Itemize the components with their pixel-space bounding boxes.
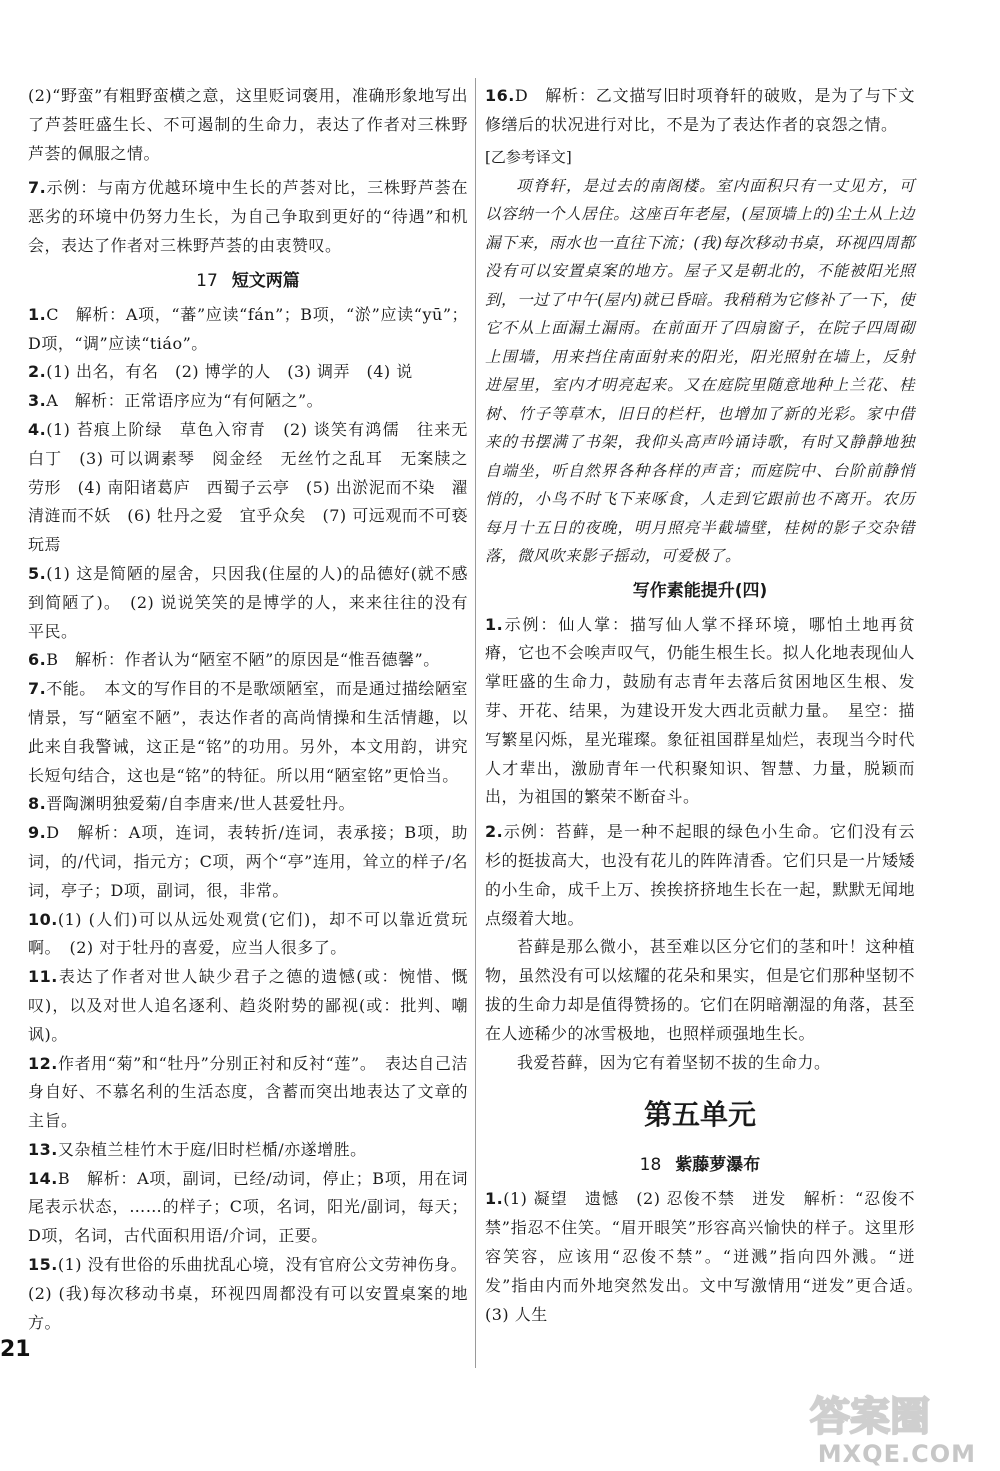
answer-item — [485, 611, 915, 813]
answer-item — [485, 82, 915, 140]
item-text: B 解析：A项，副词，已经/动词，停止；B项，用在词尾表示状态，……的样子；C项，名词，阳光/副词，每天；D项，名词，古代面积用语/介词，正要。 — [28, 1168, 468, 1246]
answer-item — [28, 387, 468, 416]
reference-translation — [485, 172, 915, 571]
item-number: 2. — [485, 822, 504, 842]
lesson-number: 18 — [639, 1155, 662, 1176]
item-text: A 解析：正常语序应为“有何陋之”。 — [46, 391, 324, 411]
answer-text: (2)“野蛮”有粗野蛮横之意，这里贬词褒用，准确形象地写出了芦荟旺盛生长、不可遏制的生命力，表达了作者对三株野芦荟的佩服之情。 — [28, 86, 468, 163]
item-text: 晋陶渊明独爱菊/自李唐来/世人甚爱牡丹。 — [46, 794, 356, 814]
item-text: C 解析：A项，“蕃”应读“fán”；B项，“淤”应读“yū”；D项，“调”应读“tiáo”。 — [28, 304, 468, 353]
item-number: 7. — [28, 679, 47, 699]
item-text: (1) 这是简陋的屋舍，只因我(住屋的人)的品德好(就不感到简陋了)。 (2) 说说笑笑的是博学的人，来来往往的没有平民。 — [28, 563, 468, 641]
item-text: 示例：仙人掌：描写仙人掌不择环境，哪怕土地再贫瘠，它也不会唉声叹气，仍能生根生长。拟人化地表现仙人掌旺盛的生命力，鼓励有志青年去落后贫困地区生根、发芽、开花、结果，为建设开发大西北贡献力量。 星空：描写繁星闪烁，星光璀璨。象征祖国群星灿烂，表现当今时代人才辈出，激励青年一代积聚知识、智慧、力量，脱颖而出，为祖国的繁荣不断奋斗。 — [485, 614, 915, 807]
answer-item — [28, 1165, 468, 1251]
item-number: 8. — [28, 794, 47, 814]
item-text: D 解析：乙文描写旧时项脊轩的破败，是为了与下文修缮后的状况进行对比，不是为了表达作者的哀怨之情。 — [485, 86, 915, 134]
item-number: 1. — [485, 614, 504, 634]
lesson-title: 紫藤萝瀑布 — [675, 1155, 761, 1176]
item-text: B 解析：作者认为“陋室不陋”的原因是“惟吾德馨”。 — [46, 650, 440, 670]
answer-text: (2) (我)每次移动书桌，环视四周都没有可以安置桌案的地方。 — [28, 1283, 468, 1332]
item-number: 15. — [28, 1255, 58, 1275]
answer-item — [28, 1251, 468, 1280]
svg-text:答案圈: 答案圈 — [810, 1394, 930, 1440]
section-heading-18 — [485, 1145, 915, 1185]
item-number: 14. — [28, 1168, 58, 1188]
unit-title: 第五单元 — [643, 1098, 756, 1132]
answer-item — [28, 906, 468, 964]
item-number: 6. — [28, 650, 47, 670]
section-heading-17 — [28, 261, 468, 301]
lesson-title: 短文两篇 — [231, 270, 300, 291]
answer-item — [28, 790, 468, 819]
item-text: 表达了作者对世人缺少君子之德的遗憾(或：惋惜、慨叹)，以及对世人追名逐利、趋炎附势的鄙视(或：批判、嘲讽)。 — [28, 967, 468, 1044]
item-number: 9. — [28, 823, 47, 843]
answer-item — [28, 560, 468, 646]
right-column — [485, 82, 932, 1329]
item-number: 1. — [28, 304, 47, 324]
column-divider — [475, 78, 476, 1368]
item-text: 不能。 本文的写作目的不是歌颂陋室，而是通过描绘陋室情景，写“陋室不陋”，表达作者的高尚情操和生活情趣，以此来自我警诫，这正是“铭”的功用。另外，本文用韵，讲究长短句结合，这也是“铭”的特征。所以用“陋室铭”更恰当。 — [28, 679, 468, 785]
page-number: 21 — [0, 1337, 31, 1362]
item-number: 3. — [28, 391, 47, 411]
item-number: 1. — [485, 1189, 504, 1209]
answer-item — [28, 301, 468, 359]
item-text: 示例：苔藓，是一种不起眼的绿色小生命。它们没有云杉的挺拔高大，也没有花儿的阵阵清香。它们只是一片矮矮的小生命，成千上万、挨挨挤挤地生长在一起，默默无闻地点缀着大地。 — [485, 822, 915, 928]
item-text: 作者用“菊”和“牡丹”分别正衬和反衬“莲”。 表达自己洁身自好、不慕名利的生活态度，含蓄而突出地表达了文章的主旨。 — [28, 1053, 468, 1131]
watermark-url: MXQE.COM — [817, 1440, 976, 1468]
answer-item — [28, 416, 468, 560]
item-text: (1) (人们)可以从远处观赏(它们)，却不可以靠近赏玩啊。 (2) 对于牡丹的喜爱，应当人很多了。 — [28, 909, 468, 958]
item-number: 10. — [28, 909, 58, 929]
item-number: 11. — [28, 967, 58, 987]
answer-item — [28, 675, 468, 790]
answer-paragraph: 我爱苔藓，因为它有着坚韧不拔的生命力。 — [517, 1052, 831, 1072]
answer-item — [28, 819, 468, 905]
answer-item — [28, 963, 468, 1049]
answer-item — [485, 1185, 932, 1329]
item-number: 2. — [28, 362, 47, 382]
answer-item — [485, 818, 915, 933]
answer-item — [28, 646, 468, 675]
item-number: 13. — [28, 1139, 58, 1159]
item-text: (1) 没有世俗的乐曲扰乱心境，没有官府公文劳神伤身。 — [57, 1255, 468, 1275]
item-text: 又杂植兰桂竹木于庭/旧时栏楯/亦遂增胜。 — [57, 1139, 367, 1159]
item-text: (1) 苔痕上阶绿 草色入帘青 (2) 谈笑有鸿儒 往来无白丁 (3) 可以调素琴 阅金经 无丝竹之乱耳 无案牍之劳形 (4) 南阳诸葛庐 西蜀子云亭 (5) 出淤泥而不染 濯清涟而不妖 (6) 牡丹之爱 宜乎众矣 (7) 可远观而不可亵玩焉 — [28, 419, 468, 555]
item-text: D 解析：A项，连词，表转折/连词，表承接；B项，助词，的/代词，指元方；C项，两个“亭”连用，耸立的样子/名词，亭子；D项，副词，很，非常。 — [28, 823, 468, 900]
translation-text: 项脊轩，是过去的南阁楼。室内面积只有一丈见方，可以容纳一个人居住。这座百年老屋，(屋顶墙上的)尘土从上边漏下来，雨水也一直往下流；(我)每次移动书桌，环视四周都没有可以安置桌案的地方。屋子又是朝北的，不能被阳光照到，一过了中午(屋内)就已昏暗。我稍稍为它修补了一下，使它不从上面漏土漏雨。在前面开了四扇窗子，在院子四周砌上围墙，用来挡住南面射来的阳光，阳光照射在墙上，反射进屋里，室内才明亮起来。又在庭院里随意地种上兰花、桂树、竹子等草木，旧日的栏杆，也增加了新的光彩。家中借来的书摆满了书架，我仰头高声吟诵诗歌，有时又静静地独自端坐，听自然界各种各样的声音；而庭院中、台阶前静悄悄的，小鸟不时飞下来啄食，人走到它跟前也不离开。农历每月十五日的夜晚，明月照亮半截墙壁，桂树的影子交杂错落，微风吹来影子摇动，可爱极了。 — [485, 176, 915, 566]
reference-translation-tag: [乙参考译文] — [485, 147, 572, 166]
answer-item — [28, 174, 468, 260]
item-number: 4. — [28, 419, 47, 439]
item-text: 示例：与南方优越环境中生长的芦荟对比，三株野芦荟在恶劣的环境中仍努力生长，为自己争取到更好的“待遇”和机会，表达了作者对三株野芦荟的由衷赞叹。 — [28, 178, 468, 255]
item-number: 12. — [28, 1053, 58, 1073]
lesson-number: 17 — [196, 270, 218, 291]
item-number: 5. — [28, 563, 47, 583]
left-column — [28, 82, 468, 1337]
answer-item — [28, 358, 468, 387]
answer-item — [28, 1050, 468, 1136]
item-number: 7. — [28, 178, 47, 198]
answer-paragraph: 苔藓是那么微小，甚至难以区分它们的茎和叶！这种植物，虽然没有可以炫耀的花朵和果实，但是它们那种坚韧不拔的生命力却是值得赞扬的。它们在阴暗潮湿的角落，甚至在人迹稀少的冰雪极地，也照样顽强地生长。 — [485, 937, 915, 1043]
item-text: (1) 出名，有名 (2) 博学的人 (3) 调弄 (4) 说 — [46, 362, 413, 382]
section-heading-writing: 写作素能提升(四) — [632, 580, 768, 601]
answer-item — [28, 1136, 468, 1165]
item-text: (1) 凝望 遗憾 (2) 忍俊不禁 迸发 解析：“忍俊不禁”指忍不住笑。“眉开眼笑”形容高兴愉快的样子。这里形容笑容，应该用“忍俊不禁”。“迸溅”指向四外溅。“迸发”指由内而外地突然发出。文中写激情用“迸发”更合适。 (3) 人生 — [485, 1189, 932, 1324]
item-number: 16. — [485, 86, 515, 105]
